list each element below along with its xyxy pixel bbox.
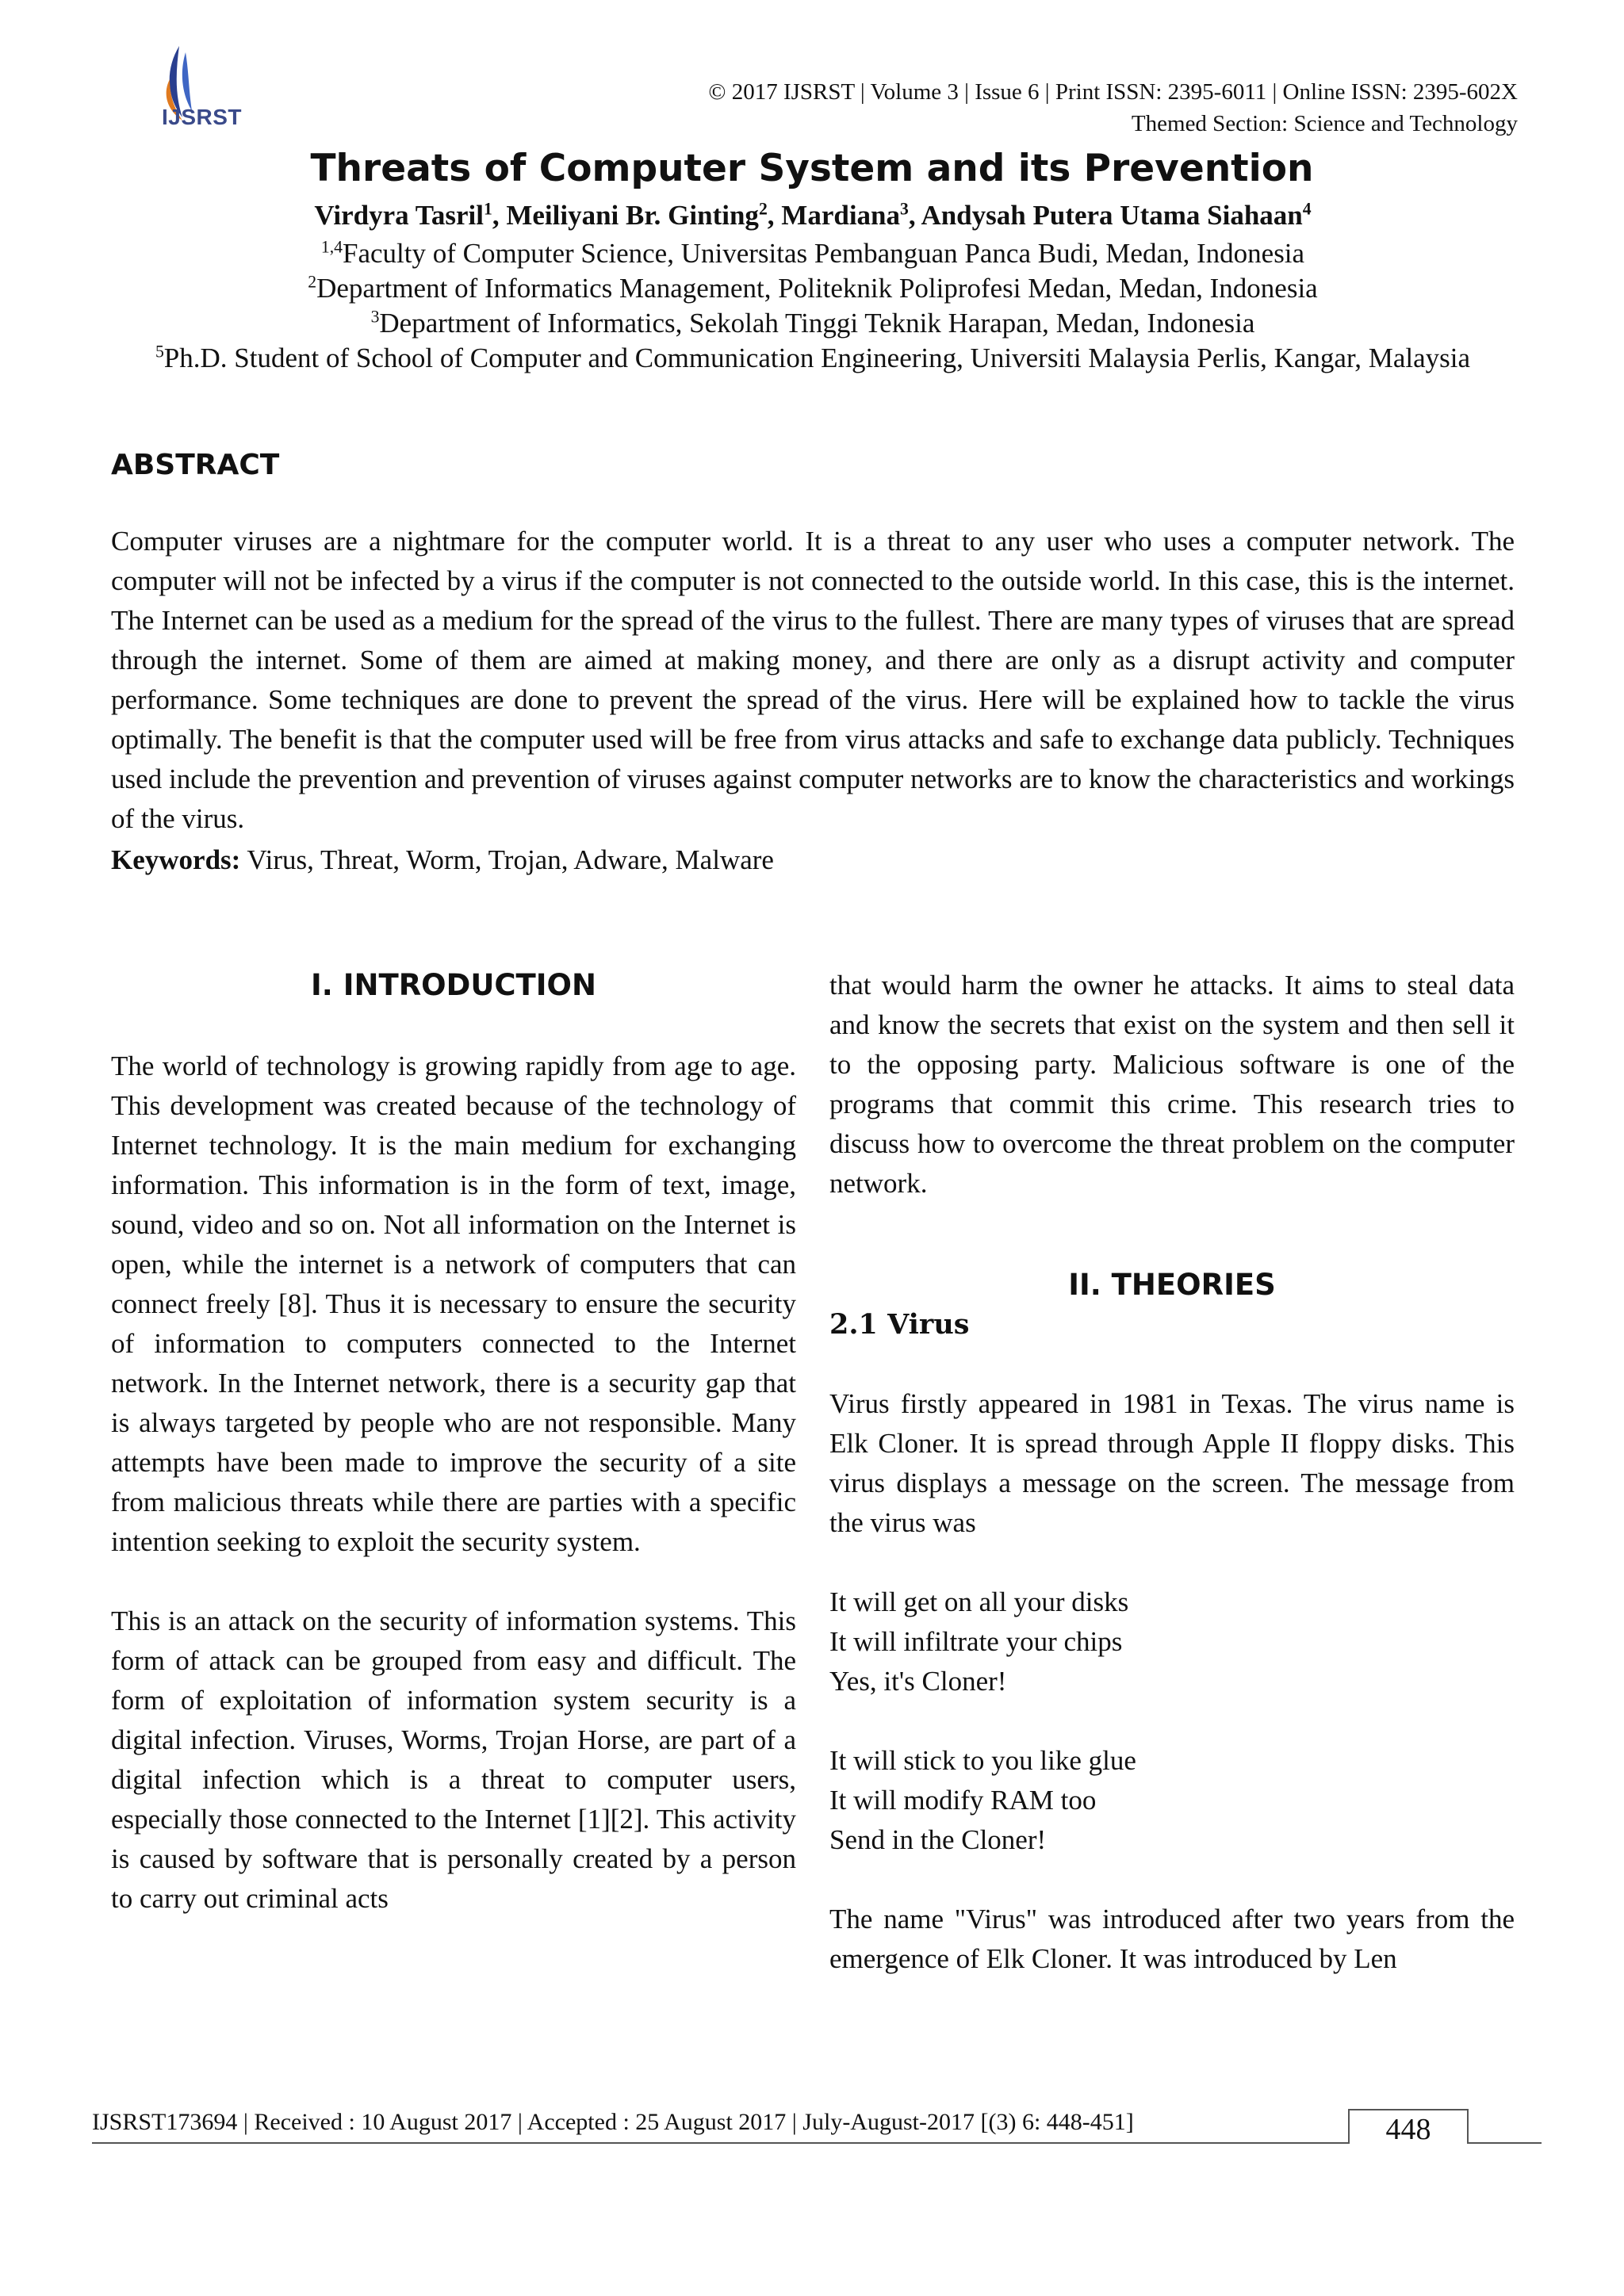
paper-title: Threats of Computer System and its Prevention: [310, 147, 1314, 190]
footer-text: IJSRST173694 | Received : 10 August 2017 | Accepted : 25 August 2017 | July-August-2017 [(3) 6: 448-451]: [92, 2109, 1134, 2135]
abstract-heading: ABSTRACT: [111, 449, 280, 481]
introduction-heading: I. INTRODUCTION: [311, 968, 596, 1002]
keywords-label: Keywords:: [111, 844, 241, 875]
author-name: Mardiana: [781, 200, 901, 231]
logo-text: IJSRST: [162, 105, 243, 129]
author-sep: ,: [492, 200, 507, 231]
affiliation-text: Ph.D. Student of School of Computer and Communication Engineering, Universiti Malaysia Perlis, Kangar, Malaysia: [163, 342, 1471, 373]
keywords: [111, 840, 774, 880]
theories-heading: II. THEORIES: [1068, 1268, 1276, 1302]
affiliation: [111, 236, 1515, 271]
author-sep: ,: [908, 200, 921, 231]
author-name: Virdyra Tasril: [314, 200, 484, 231]
poem-line: Yes, it's Cloner!: [829, 1666, 1007, 1697]
affiliation-text: Faculty of Computer Science, Universitas Pembanguan Panca Budi, Medan, Indonesia: [343, 238, 1305, 269]
author-name: Meiliyani Br. Ginting: [506, 200, 759, 231]
poem-stanza-1: [829, 1582, 1515, 1701]
author-sup: 2: [758, 199, 768, 219]
poem-stanza-2: [829, 1741, 1515, 1860]
affiliation-text: Department of Informatics Management, Politeknik Poliprofesi Medan, Medan, Indonesia: [316, 273, 1318, 304]
themed-section-line: Themed Section: Science and Technology: [1131, 111, 1518, 136]
affiliation-text: Department of Informatics, Sekolah Tinggi Teknik Harapan, Medan, Indonesia: [379, 308, 1255, 339]
poem-line: It will modify RAM too: [829, 1785, 1097, 1816]
abstract-text: Computer viruses are a nightmare for the computer world. It is a threat to any user who uses a computer network. The computer will not be infected by a virus if the computer is not connected to the outside world. In this case, this is the internet. The Internet can be used as a medium for the spread of the virus to the fullest. There are many types of viruses that are spread through the internet. Some of them are aimed at making money, and there are only as a disrupt activity and computer performance. Some techniques are done to prevent the spread of the virus. Here will be explained how to tackle the virus optimally. The benefit is that the computer used will be free from virus attacks and safe to exchange data publicly. Techniques used include the prevention and prevention of viruses against computer networks are to know the characteristics and workings of the virus.: [111, 526, 1515, 834]
running-header: [708, 76, 1518, 140]
affiliation-sup: 3: [370, 307, 380, 327]
poem-line: It will stick to you like glue: [829, 1745, 1136, 1776]
intro-paragraph-3: that would harm the owner he attacks. It aims to steal data and know the secrets that exist on the system and then sell it to the opposing party. Malicious software is one of the programs that commit this crime. This research tries to discuss how to overcome the threat problem on the computer network.: [829, 970, 1515, 1199]
affiliation-sup: 2: [308, 272, 317, 292]
intro-paragraph-1: The world of technology is growing rapidly from age to age. This development was created because of the technology of Internet technology. It is the main medium for exchanging information. This information is in the form of text, image, sound, video and so on. Not all information on the Internet is open, while the internet is a network of computers that can connect freely [8]. Thus it is necessary to ensure the security of information to computers connected to the Internet network. In the Internet network, there is a security gap that is always targeted by people who are not responsible. Many attempts have been made to improve the security of a site from malicious threats while there are parties with a specific intention seeking to exploit the security system.: [111, 1050, 796, 1557]
poem-line: Send in the Cloner!: [829, 1824, 1047, 1855]
affiliation-list: [111, 236, 1515, 376]
virus-subheading: 2.1 Virus: [829, 1308, 970, 1341]
author-sup: 1: [483, 199, 492, 219]
author-list: [111, 200, 1515, 232]
affiliation: [111, 306, 1515, 341]
left-column: [111, 966, 796, 1919]
poem-line: It will get on all your disks: [829, 1586, 1129, 1617]
author-sep: ,: [767, 200, 782, 231]
right-column: [829, 966, 1515, 1979]
page-number: 448: [1385, 2113, 1431, 2146]
footer-rule: [92, 2142, 1542, 2144]
theories-paragraph-2: The name "Virus" was introduced after two years from the emergence of Elk Cloner. It was introduced by Len: [829, 1904, 1515, 1974]
affiliation: [111, 341, 1515, 376]
theories-paragraph-1: Virus firstly appeared in 1981 in Texas. The virus name is Elk Cloner. It is spread through Apple II floppy disks. This virus displays a message on the screen. The message from the virus was: [829, 1388, 1515, 1538]
keywords-list: Virus, Threat, Worm, Trojan, Adware, Malware: [240, 844, 774, 875]
affiliation: [111, 271, 1515, 306]
author-sup: 3: [900, 199, 909, 219]
author-sup: 4: [1302, 199, 1312, 219]
poem-line: It will infiltrate your chips: [829, 1626, 1123, 1657]
author-name: Andysah Putera Utama Siahaan: [921, 200, 1303, 231]
intro-paragraph-2: This is an attack on the security of information systems. This form of attack can be grouped from easy and difficult. The form of exploitation of information system security is a digital infection. Viruses, Worms, Trojan Horse, are part of a digital infection which is a threat to computer users, especially those connected to the Internet [1][2]. This activity is caused by software that is personally created by a person to carry out criminal acts: [111, 1605, 796, 1914]
affiliation-sup: 1,4: [320, 237, 343, 257]
affiliation-sup: 5: [155, 342, 164, 362]
citation-line: © 2017 IJSRST | Volume 3 | Issue 6 | Print ISSN: 2395-6011 | Online ISSN: 2395-602X: [708, 79, 1518, 105]
